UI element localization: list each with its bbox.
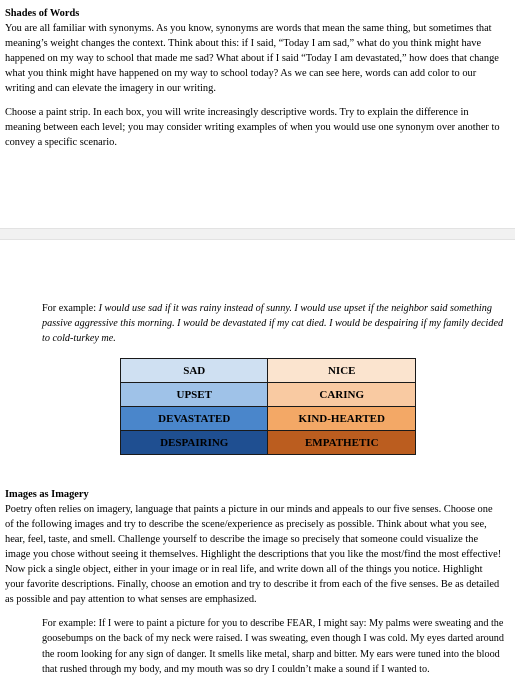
imagery-heading: Images as Imagery <box>5 489 89 500</box>
paint-strip-cell-kind-hearted: KIND-HEARTED <box>268 407 416 431</box>
paint-strip-cell-caring: CARING <box>268 383 416 407</box>
paint-strip-row <box>121 431 416 455</box>
paint-strip-cell-nice: NICE <box>268 359 416 383</box>
paint-strip-cell-despairing: DESPAIRING <box>121 431 268 455</box>
shades-heading: Shades of Words <box>5 8 80 19</box>
document-page-2 <box>0 240 515 695</box>
shades-intro-paragraph: You are all familiar with synonyms. As you know, synonyms are words that mean the same thing, but sometimes that meaning’s weight changes the context. Think about this: if I said, “Today I am sad,” what do you think might have happened on my way to school that made me sad? What about if I said “Today I am devastated,” how does that change what you think might have happened on my way to school today? As we can see here, words can add color to our writing and can elevate the imagery in our writing. <box>5 23 499 94</box>
paint-strip-row <box>121 383 416 407</box>
paint-strip-cell-empathetic: EMPATHETIC <box>268 431 416 455</box>
imagery-instructions-paragraph: Poetry often relies on imagery, language that paints a picture in our minds and appeals to our five senses. Choose one of the following images and try to describe the scene/experience as precisely as possible. Think about what you see, hear, feel, taste, and smell. Challenge yourself to describe the image so precisely that someone could visualize the image you chose without seeing it themselves. Highlight the descriptions that you like the most/find the most effective! Now pick a single object, either in your image or in real life, and write down all of the things you notice. Highlight your favorite descriptions. Finally, choose an emotion and try to describe it from each of the five senses. Be as detailed as possible and pay attention to what senses are emphasized. <box>5 504 502 605</box>
paint-strip-cell-upset: UPSET <box>121 383 268 407</box>
shades-example-lead: For example: <box>42 303 99 314</box>
shades-example-paragraph <box>42 301 504 347</box>
document-page-1 <box>0 0 515 228</box>
shades-example-text: I would use sad if it was rainy instead of sunny. I would use upset if the neighbor said something passive aggressive this morning. I would be devastated if my cat died. I would be despairing if my family decided to cold-turkey me. <box>42 303 504 345</box>
paint-strip-row <box>121 359 416 383</box>
paint-strip-row <box>121 407 416 431</box>
paint-strip-table <box>120 358 416 455</box>
page-break <box>0 228 515 240</box>
paint-strip-cell-devastated: DEVASTATED <box>121 407 268 431</box>
imagery-example-paragraph: For example: If I were to paint a picture for you to describe FEAR, I might say: My palms were sweating and the goosebumps on the back of my neck were raised. I was sweating, even though I was cold. My eyes darted around the room looking for any sign of danger. It smells like metal, sharp and bitter. My ears were tuned into the blood that rushed through my body, and my mouth was so dry I couldn’t make a sound if I wanted to. <box>42 618 504 676</box>
shades-instructions-paragraph: Choose a paint strip. In each box, you will write increasingly descriptive words. Try to explain the difference in meaning between each level; you may consider writing examples of when you would use one synonym over another to convey a specific scenario. <box>5 107 500 148</box>
paint-strip-cell-sad: SAD <box>121 359 268 383</box>
imagery-section <box>5 487 503 607</box>
shades-section <box>5 6 503 150</box>
